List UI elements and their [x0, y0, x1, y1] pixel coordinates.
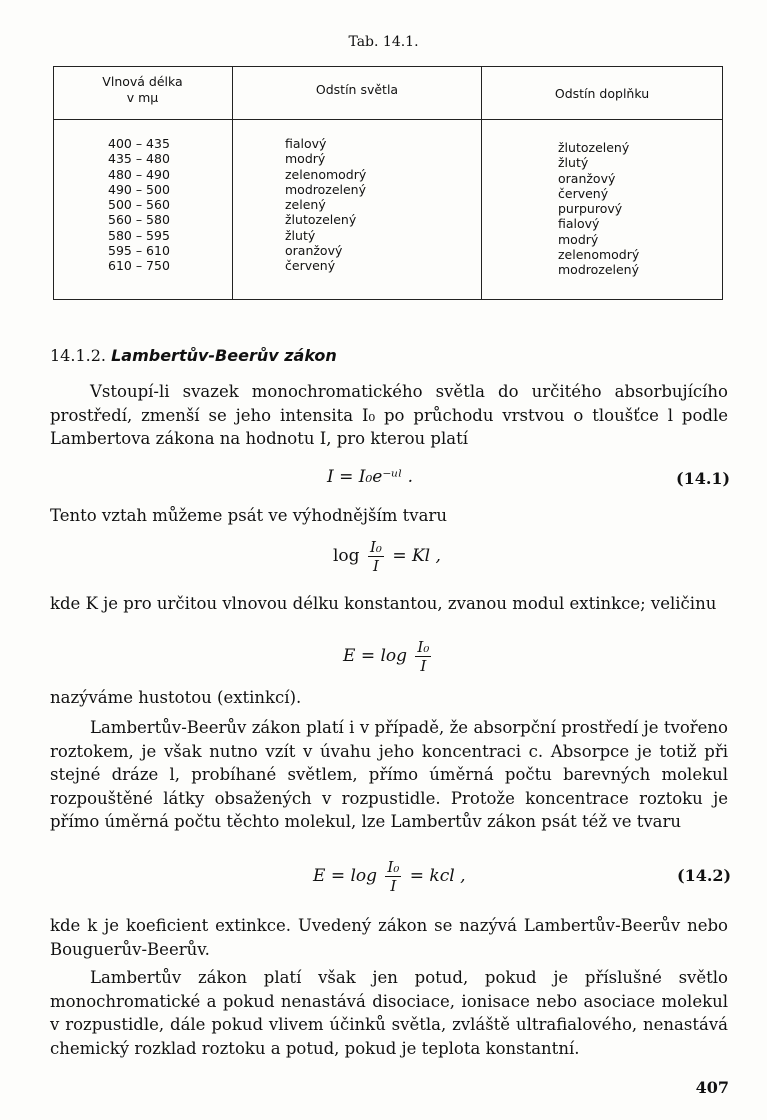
header-wavelength	[53, 74, 232, 106]
header-light-shade: Odstín světla	[315, 82, 399, 97]
equation-14-2: E = log $\frac{\text{I₀}}{I}$ = kcl ,	[313, 858, 466, 895]
light-shade-cell: červený	[285, 258, 336, 274]
fraction: $\frac{\text{I₀}}{I}$	[417, 638, 430, 675]
table-header-rule	[53, 119, 723, 120]
wavelength-cell: 560 – 580	[108, 212, 170, 228]
light-shade-cell: modrý	[285, 151, 326, 167]
paragraph-4	[50, 686, 728, 710]
paragraph-1-text: Vstoupí-li svazek monochromatického světla do určitého absorbujícího prostředí, zmenší se jeho intensita I₀ po průchodu vrstvou o tloušťce l podle Lambertova zákona na hodnotu I, pro kterou platí	[50, 382, 728, 448]
complement-shade-cell: modrozelený	[558, 262, 640, 278]
table-col-divider-1	[232, 66, 233, 300]
paragraph-5-text: Lambertův-Beerův zákon platí i v případě, že absorpční prostředí je tvořeno roztokem, je však nutno vzít v úvahu jeho koncentraci c. Absorpce je totiž při stejné dráze l, probíhané světlem, přímo úměrná počtu barevných molekul rozpouštěné látky obsažených v rozpustidle. Protože koncentrace roztoku je přímo úměrná počtu těchto molekul, lze Lambertův zákon psát též ve tvaru	[50, 718, 728, 831]
light-shade-cell: žlutozelený	[285, 212, 357, 228]
complement-shade-cell: purpurový	[558, 201, 623, 217]
light-shade-cell: oranžový	[285, 243, 343, 259]
light-shade-cell: modrozelený	[285, 181, 367, 197]
complement-shade-cell: žlutý	[558, 155, 589, 171]
complement-shade-column	[558, 140, 639, 278]
header-wavelength-label: Vlnová délka	[102, 74, 183, 89]
wavelength-cell: 580 – 595	[108, 227, 170, 243]
wavelength-cell: 490 – 500	[108, 181, 170, 197]
paragraph-3-text: kde K je pro určitou vlnovou délku konstantou, zvanou modul extinkce; veličinu	[50, 594, 717, 613]
paragraph-5	[50, 716, 728, 834]
light-shade-cell: žlutý	[285, 227, 316, 243]
paragraph-1	[50, 380, 728, 451]
wavelength-cell: 595 – 610	[108, 243, 170, 259]
light-shade-column	[285, 136, 366, 274]
color-table	[53, 66, 723, 300]
paragraph-7-text: Lambertův zákon platí však jen potud, pokud je příslušné světlo monochromatické a pokud nenastává disociace, ionisace nebo asociace molekul v rozpustidle, dále pokud vlivem účinků světla, zvláště ultrafialového, nenastává chemický rozklad roztoku a potud, pokud je teplota konstantní.	[50, 968, 728, 1058]
light-shade-cell: zelenomodrý	[285, 166, 367, 182]
page-number: 407	[695, 1078, 729, 1097]
complement-shade-cell: oranžový	[558, 170, 616, 186]
paragraph-2	[50, 504, 728, 528]
header-complement-shade: Odstín doplňku	[554, 86, 650, 101]
wavelength-column	[108, 136, 170, 274]
complement-shade-cell: zelenomodrý	[558, 247, 640, 263]
paragraph-3	[50, 592, 728, 616]
wavelength-cell: 610 – 750	[108, 258, 170, 274]
wavelength-cell: 500 – 560	[108, 197, 170, 213]
light-shade-cell: fialový	[285, 136, 327, 151]
wavelength-cell: 480 – 490	[108, 166, 170, 182]
complement-shade-cell: fialový	[558, 216, 600, 232]
equation-14-1: I = I₀e⁻ᵘˡ .	[327, 467, 414, 487]
fraction: $\frac{\text{I₀}}{I}$	[387, 858, 400, 895]
equation-extinction-definition: E = log $\frac{\text{I₀}}{I}$	[343, 638, 430, 675]
equation-log-ratio: log $\frac{\text{I₀}}{I}$ = Kl ,	[333, 538, 441, 575]
table-top-rule	[53, 66, 723, 67]
table-right-rule	[722, 66, 723, 300]
section-heading	[50, 346, 337, 365]
complement-shade-cell: žlutozelený	[558, 140, 630, 155]
complement-shade-cell: červený	[558, 185, 609, 201]
wavelength-cell: 400 – 435	[108, 136, 170, 151]
table-bottom-rule	[53, 299, 723, 300]
table-caption: Tab. 14.1.	[348, 34, 419, 50]
paragraph-7	[50, 966, 728, 1060]
equation-14-2-number: (14.2)	[677, 866, 732, 885]
fraction: $\frac{\text{I₀}}{I}$	[369, 538, 382, 575]
light-shade-cell: zelený	[285, 197, 326, 213]
paragraph-2-text: Tento vztah můžeme psát ve výhodnějším tvaru	[50, 506, 447, 525]
section-number: 14.1.2.	[50, 346, 106, 365]
complement-shade-cell: modrý	[558, 231, 599, 247]
paragraph-4-text: nazýváme hustotou (extinkcí).	[50, 688, 302, 707]
header-wavelength-unit: v mμ	[126, 90, 159, 105]
section-title: Lambertův-Beerův zákon	[111, 346, 337, 365]
wavelength-cell: 435 – 480	[108, 151, 170, 167]
paragraph-6-text: kde k je koeficient extinkce. Uvedený zákon se nazývá Lambertův-Beerův nebo Bouguerův-Beerův.	[50, 916, 728, 959]
paragraph-6	[50, 914, 728, 961]
equation-14-1-number: (14.1)	[676, 469, 731, 488]
